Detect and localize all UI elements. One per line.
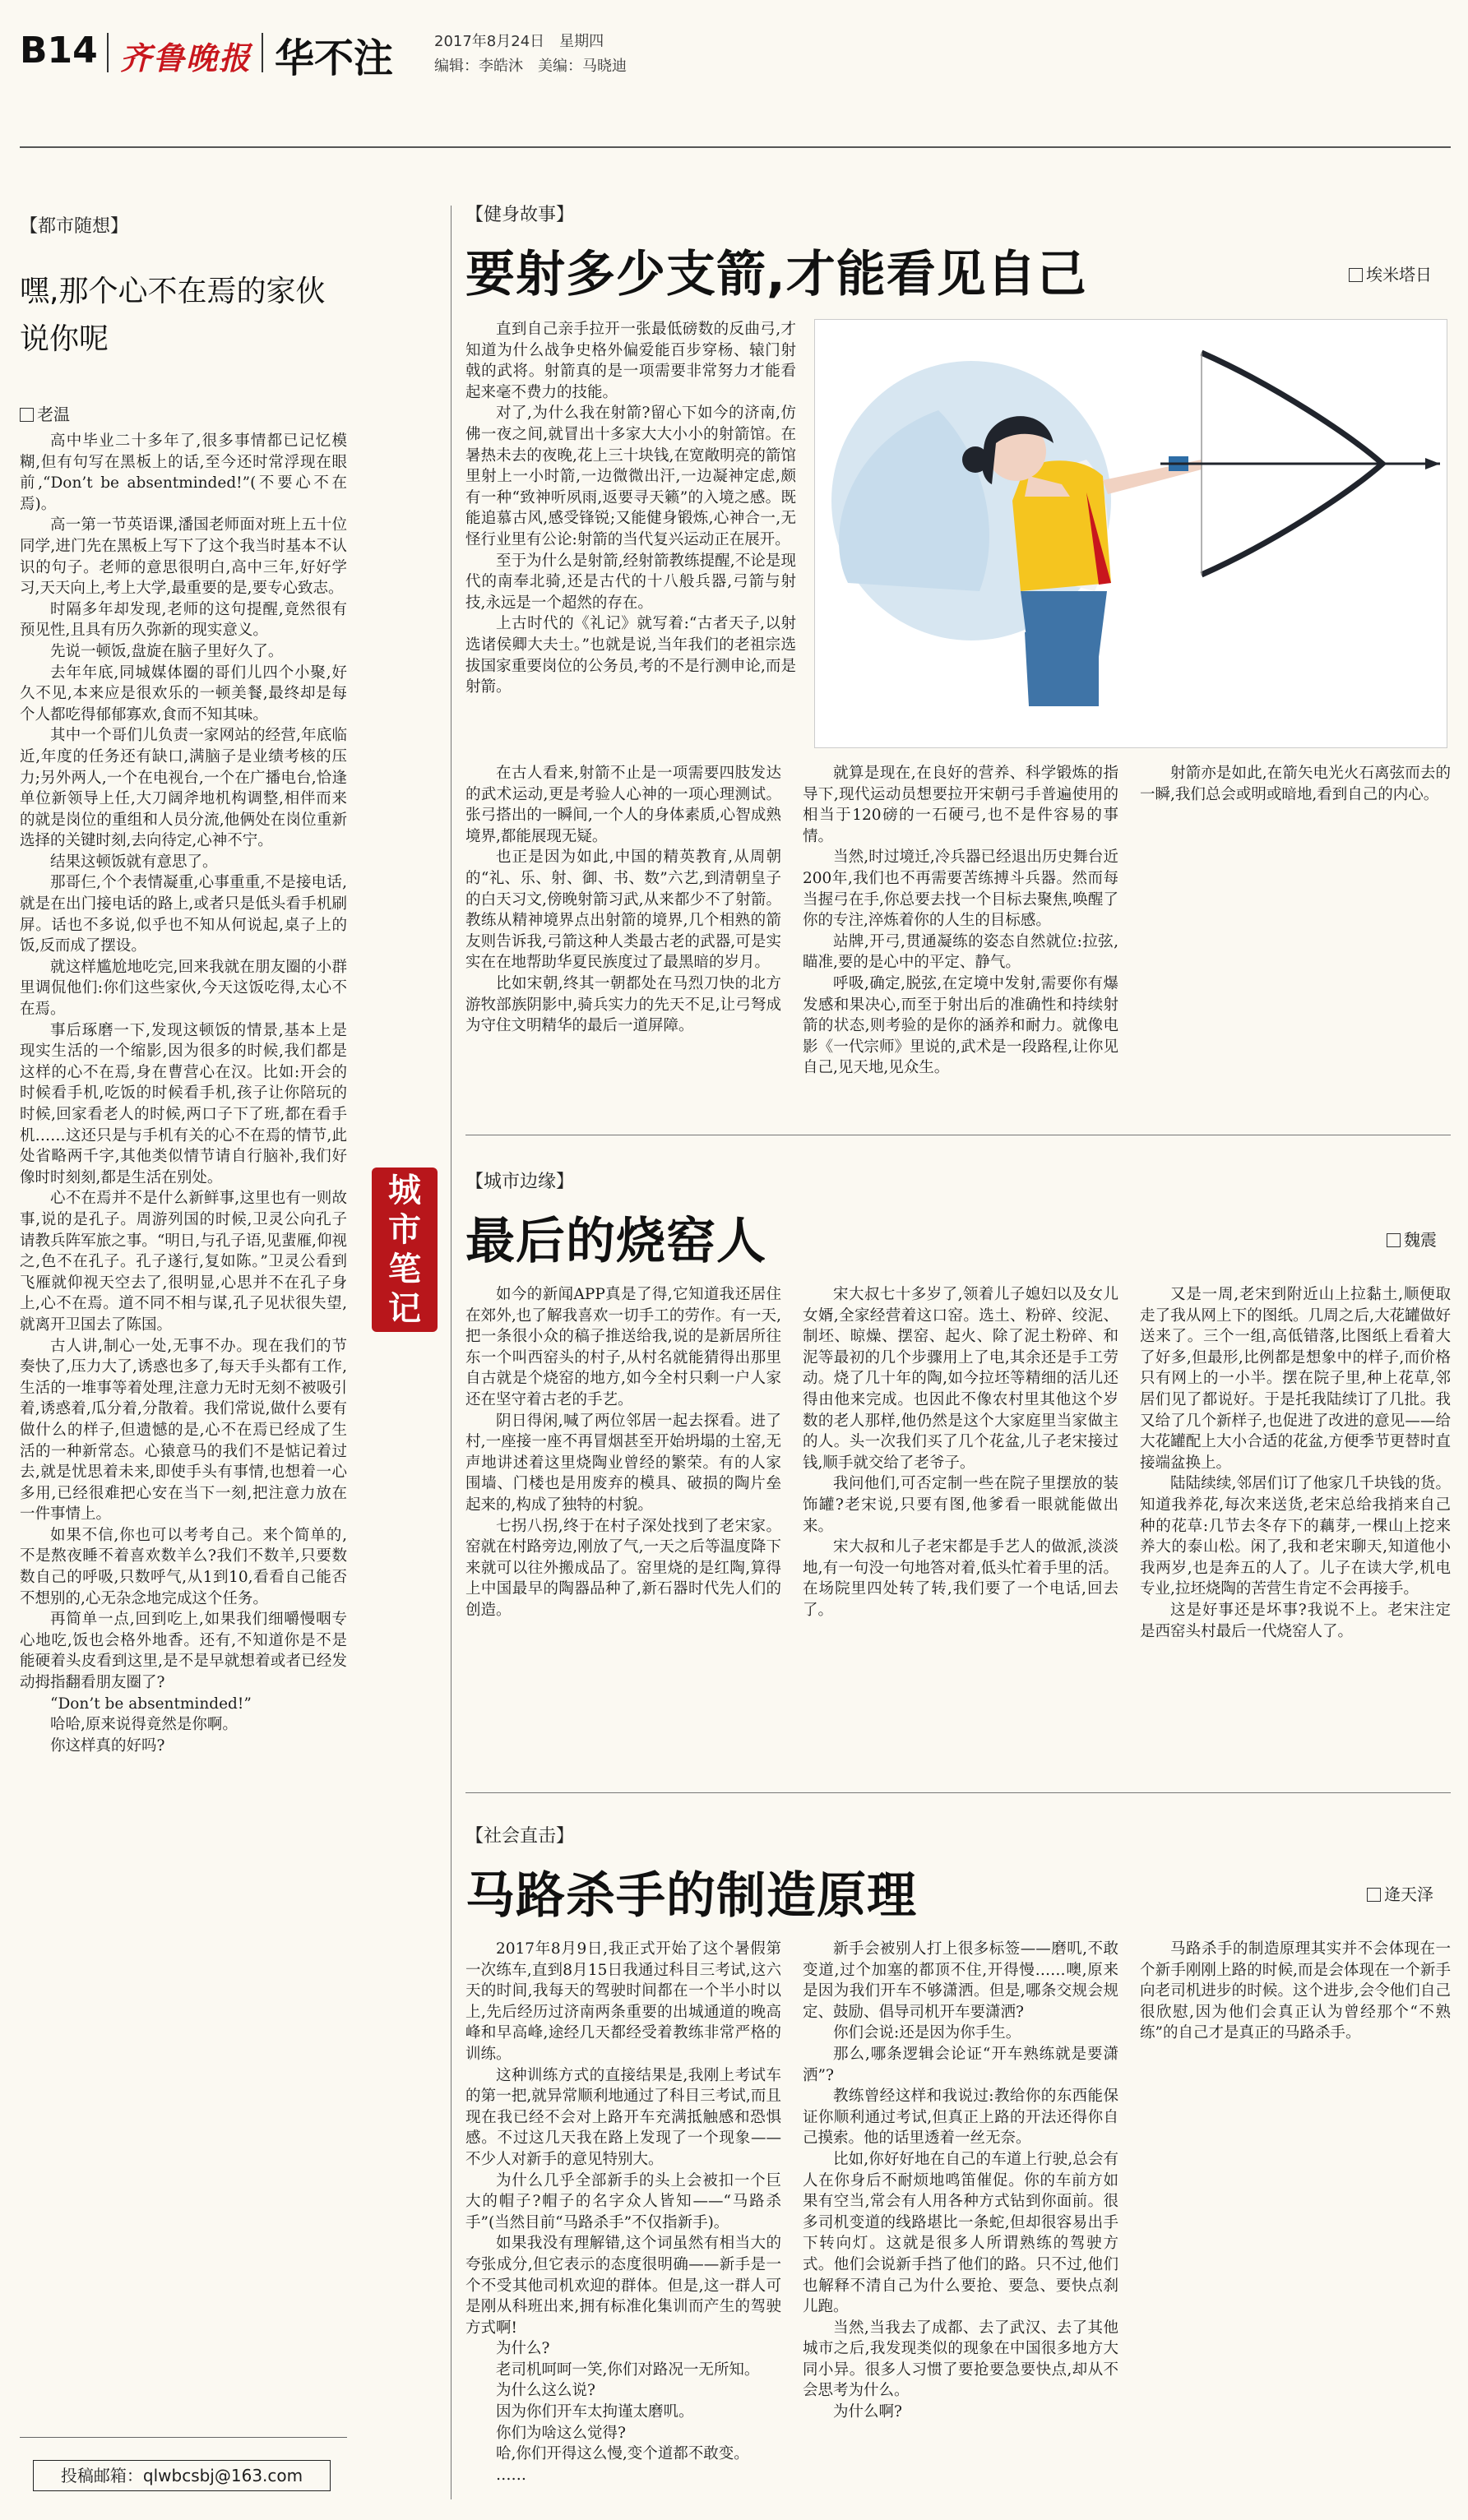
author-box-icon (1367, 1888, 1381, 1902)
section-tag: 【都市随想】 (20, 216, 129, 237)
paragraph: 事后琢磨一下,发现这顿饭的情景,基本上是现实生活的一个缩影,因为很多的时候,我们都是这样的心不在焉,身在曹营心在汉。比如:开会的时候看手机,吃饭的时候看手机,孩子让你陪玩的时候,回家看老人的时候,两口子下了班,都在看手机……这还只是与手机有关的心不在焉的情节,此处省略两千字,其他类似情节请自行脑补,我们好像时时刻刻,都是生活在别处。 (20, 1021, 347, 1186)
city-notes-label-char: 城 (388, 1171, 421, 1209)
paragraph: 古人讲,制心一处,无事不办。现在我们的节奏快了,压力大了,诱惑也多了,每天手头都有工作,生活的一堆事等着处理,注意力无时无刻不被吸引着,诱惑着,瓜分着,分散着。我们常说,做什么要有做什么的样子,但遗憾的是,心不在焉已经成了生活的一种新常态。心猿意马的我们不是惦记着过去,就是忧思着未来,即使手头有事情,也想着一心多用,已经很难把心安在当下一刻,把注意力放在一件事情上。 (20, 1337, 347, 1524)
city-notes-label-char: 笔 (388, 1250, 421, 1288)
paragraph: …… (496, 2466, 526, 2484)
paragraph: 因为你们开车太拘谨太磨叽。 (496, 2403, 694, 2421)
article-body (1140, 1284, 1451, 1776)
article-body (465, 1284, 781, 1776)
paragraph: 哈哈,原来说得竟然是你啊。 (50, 1716, 238, 1734)
paragraph: 上古时代的《礼记》就写着:“古者天子,以射选诸侯卿大夫士。”也就是说,当年我们的老祖宗选拔国家重要岗位的公务员,考的不是行测申论,而是射箭。 (465, 615, 796, 696)
paragraph: 比如,你好好地在自己的车道上行驶,总会有人在你身后不耐烦地鸣笛催促。你的车前方如果有空当,常会有人用各种方式钻到你面前。很多司机变道的线路堪比一条蛇,但却很容易出手下转向灯。这就是很多人所谓熟练的驾驶方式。他们会说新手挡了他们的路。只不过,他们也解释不清自己为什么要抢、要急、要快点刹儿跑。 (803, 2150, 1118, 2316)
paragraph: 你们为啥这么觉得? (496, 2424, 626, 2442)
paragraph: 就这样尴尬地吃完,回来我就在朋友圈的小群里调侃他们:你们这些家伙,今天这饭吃得,太心不在焉。 (20, 958, 347, 1019)
author-line (20, 401, 70, 425)
paragraph: 当然,当我去了成都、去了武汉、去了其他城市之后,我发现类似的现象在中国很多地方大同小异。很多人习惯了要抢要急要快点,却从不会思考为什么。 (803, 2319, 1118, 2400)
paragraph: 你们会说:还是因为你手生。 (833, 2024, 1021, 2042)
paragraph: 如果我没有理解错,这个词虽然有相当大的夸张成分,但它表示的态度很明确——新手是一个不受其他司机欢迎的群体。但是,这一群人可是刚从科班出来,拥有标准化集训而产生的驾驶方式啊! (465, 2235, 781, 2337)
paragraph: 你这样真的好吗? (50, 1736, 165, 1755)
city-notes-label-char: 市 (388, 1210, 421, 1249)
paragraph: 高中毕业二十多年了,很多事情都已记忆模糊,但有句写在黑板上的话,至今还时常浮现在眼前,“Don’t be absentminded!”(不要心不在焉)。 (20, 432, 347, 513)
paragraph: 那么,哪条逻辑会论证“开车熟练就是要潇洒”? (803, 2045, 1118, 2084)
article-headline: 马路杀手的制造原理 (465, 1867, 917, 1925)
paragraph: 哈,你们开得这么慢,变个道都不敢变。 (496, 2445, 749, 2463)
editors-line: 编辑：李皓沐 美编：马晓迪 (434, 58, 627, 75)
paragraph: 这是好事还是坏事?我说不上。老宋注定是西窑头村最后一代烧窑人了。 (1140, 1601, 1451, 1640)
paragraph: 至于为什么是射箭,经射箭教练提醒,不论是现代的南奉北骑,还是古代的十八般兵器,弓箭与射技,永远是一个超然的存在。 (465, 552, 796, 612)
paragraph: 为什么啊? (833, 2403, 902, 2421)
paragraph: 七拐八拐,终于在村子深处找到了老宋家。窑就在村路旁边,刚放了气,一天之后等温度降下来就可以往外搬成品了。窑里烧的是红陶,算得上中国最早的陶器品种了,新石器时代先人们的创造。 (465, 1517, 781, 1619)
paragraph: 这种训练方式的直接结果是,我刚上考试车的第一把,就异常顺利地通过了科目三考试,而且现在我已经不会对上路开车充满抵触感和恐惧感。不过这几天我在路上发现了一个现象——不少人对新手的意见特别大。 (465, 2066, 781, 2168)
paragraph: 阴日得闲,喊了两位邻居一起去探看。进了村,一座接一座不再冒烟甚至开始坍塌的土窑,无声地讲述着这里烧陶业曾经的繁荣。有的人家围墙、门楼也是用废弃的模具、破损的陶片垒起来的,构成了独特的村貌。 (465, 1412, 781, 1514)
contribute-email[interactable]: qlwbcsbj@163.com (142, 2466, 303, 2485)
paragraph: 当然,时过境迁,冷兵器已经退出历史舞台近200年,我们也不再需要苦练搏斗兵器。然而每当握弓在手,你总要去找一个目标去聚焦,唤醒了你的专注,淬炼着你的人生的目标感。 (803, 848, 1118, 930)
paragraph: 在古人看来,射箭不止是一项需要四肢发达的武术运动,更是考验人心神的一项心理测试。张弓搭出的一瞬间,一个人的身体素质,心智成熟境界,都能展现无疑。 (465, 765, 781, 845)
paragraph: 心不在焉并不是什么新鲜事,这里也有一则故事,说的是孔子。周游列国的时候,卫灵公向孔子请教兵阵军旅之事。“明日,与孔子语,见蜚雁,仰视之,色不在孔子。孔子遂行,复如陈。”卫灵公看到飞雁就仰视天空去了,很明显,心思并不在孔子身上,心不在焉。道不同不相与谋,孔子见状很失望,就离开卫国去了陈国。 (20, 1190, 347, 1334)
header-rule (20, 146, 1451, 148)
paragraph: “Don’t be absentminded!” (50, 1695, 252, 1713)
paragraph: 也正是因为如此,中国的精英教育,从周朝的“礼、乐、射、御、书、数”六艺,到清朝皇子的白天习文,傍晚射箭习武,从来都少不了射箭。教练从精神境界点出射箭的境界,几个相熟的箭友则告诉我,弓箭这种人类最古老的武器,可是实实在在地帮助华夏民族度过了最黑暗的岁月。 (465, 848, 781, 972)
paragraph: 为什么? (496, 2340, 550, 2358)
paragraph: 为什么这么说? (496, 2382, 595, 2400)
column-divider (451, 206, 452, 2499)
paragraph: 宋大叔和儿子老宋都是手艺人的做派,淡淡地,有一句没一句地答对着,低头忙着手里的活。在场院里四处转了转,我们要了一个电话,回去了。 (803, 1538, 1118, 1619)
contribute-rule (20, 2437, 347, 2438)
paragraph: 高一第一节英语课,潘国老师面对班上五十位同学,进门先在黑板上写下了这个我当时基本不认识的句子。老师的意思很明白,高中三年,好好学习,天天向上,考上大学,最重要的是,要专心致志。 (20, 516, 347, 598)
author-box-icon (1349, 268, 1363, 282)
paragraph: 如今的新闻APP真是了得,它知道我还居住在郊外,也了解我喜欢一切手工的劳作。有一天,把一条很小众的稿子推送给我,说的是新居所往东一个叫西窑头的村子,从村名就能猜得出那里自古就是个烧窑的地方,如今全村只剩一户人家还在坚守着古老的手艺。 (465, 1286, 781, 1408)
paragraph: 站牌,开弓,贯通凝练的姿态自然就位:拉弦,瞄准,要的是心中的平定、静气。 (803, 932, 1118, 972)
section-tag: 【城市边缘】 (465, 1172, 575, 1192)
article-body (803, 1939, 1118, 2498)
author-name: 魏震 (1404, 1230, 1437, 1250)
paragraph: 教练曾经这样和我说过:教给你的东西能保证你顺利通过考试,但真正上路的开法还得你自己摸索。他的话里透着一丝无奈。 (803, 2088, 1118, 2148)
article-body (1140, 1939, 1451, 2498)
paragraph: 就算是现在,在良好的营养、科学锻炼的指导下,现代运动员想要拉开宋朝弓手普遍使用的相当于120磅的一石硬弓,也不是件容易的事情。 (803, 765, 1118, 845)
author-line (1367, 1881, 1433, 1905)
author-name: 老温 (37, 405, 70, 424)
paragraph: 先说一顿饭,盘旋在脑子里好久了。 (50, 642, 284, 660)
author-name: 埃米塔日 (1366, 265, 1432, 284)
paragraph: 陆陆续续,邻居们订了他家几千块钱的货。知道我养花,每次来送货,老宋总给我捎来自己种的花草:几节去冬存下的藕芽,一棵山上挖来养大的泰山松。闲了,我和老宋聊天,知道他小我两岁,也是奔五的人了。儿子在读大学,机电专业,拉坯烧陶的苦营生肯定不会再接手。 (1140, 1475, 1451, 1598)
paragraph: 宋大叔七十多岁了,领着儿子媳妇以及女儿女婿,全家经营着这口窑。选土、粉碎、绞泥、制坯、晾燥、摆窑、起火、除了泥土粉碎、和泥等最初的几个步骤用上了电,其余还是手工劳动。烧了几十年的陶,如今拉坯等精细的活儿还得由他来完成。也因此不像农村里其他这个岁数的老人那样,他仍然是这个大家庭里当家做主的人。头一次我们买了几个花盆,儿子老宋接过钱,顺手就交给了老爷子。 (803, 1286, 1118, 1472)
city-notes-label (372, 1168, 438, 1332)
paragraph: 2017年8月9日,我正式开始了这个暑假第一次练车,直到8月15日我通过科目三考试,这六天的时间,我每天的驾驶时间都在一个半小时以上,先后经历过济南两条重要的出城通道的晚高峰和早高峰,途经几天都经受着教练非常严格的训练。 (465, 1940, 781, 2063)
paragraph: 去年年底,同城媒体圈的哥们儿四个小聚,好久不见,本来应是很欢乐的一顿美餐,最终却是每个人都吃得郁郁寡欢,食而不知其味。 (20, 664, 347, 724)
paragraph: 又是一周,老宋到附近山上拉黏土,顺便取走了我从网上下的图纸。几周之后,大花罐做好送来了。三个一组,高低错落,比图纸上看着大了好多,但最形,比例都是想象中的样子,而价格只有网上的一小半。摆在院子里,种上花草,邻居们见了都说好。于是托我陆续订了几批。我又给了几个新样子,也促进了改进的意见——给大花罐配上大小合适的花盆,方便季节更替时直接端盆换上。 (1140, 1286, 1451, 1472)
author-name: 逄天泽 (1384, 1884, 1433, 1904)
article-headline: 要射多少支箭,才能看见自己 (465, 246, 1087, 303)
section-tag: 【健身故事】 (465, 205, 575, 225)
section-title: 华不注 (275, 35, 394, 81)
header-divider (107, 33, 109, 72)
article-body (803, 1284, 1118, 1776)
header-divider (262, 33, 263, 72)
paragraph: 比如宋朝,终其一朝都处在马烈刀快的北方游牧部族阴影中,骑兵实力的先天不足,让弓弩成为守住文明精华的最后一道屏障。 (465, 974, 781, 1035)
page-number: B14 (20, 30, 98, 72)
paragraph: 直到自己亲手拉开一张最低磅数的反曲弓,才知道为什么战争史格外偏爱能百步穿杨、辕门射戟的武将。射箭真的是一项需要非常努力才能看起来毫不费力的技能。 (465, 321, 796, 401)
article-headline: 嘿,那个心不在焉的家伙说你呢 (20, 275, 326, 356)
city-notes-label-char: 记 (388, 1289, 421, 1328)
paragraph: 老司机呵呵一笑,你们对路况一无所知。 (496, 2360, 760, 2379)
paper-logo: 齐鲁晚报 (120, 39, 252, 76)
paragraph: 马路杀手的制造原理其实并不会体现在一个新手刚刚上路的时候,而是会体现在一个新手向老司机进步的时候。这个进步,会令他们自己很欣慰,因为他们会真正认为曾经那个“不熟练”的自己才是真正的马路杀手。 (1140, 1940, 1451, 2042)
paragraph: 我问他们,可否定制一些在院子里摆放的装饰罐?老宋说,只要有图,他爹看一眼就能做出来。 (803, 1475, 1118, 1535)
paragraph: 结果这顿饭就有意思了。 (50, 853, 218, 871)
article-headline: 最后的烧窑人 (465, 1213, 766, 1270)
article-divider (465, 1792, 1451, 1793)
author-box-icon (20, 408, 34, 422)
article-body (803, 763, 1118, 1100)
section-tag: 【社会直击】 (465, 1826, 575, 1847)
article-body (465, 319, 796, 740)
paragraph: 射箭亦是如此,在箭矢电光火石离弦而去的一瞬,我们总会或明或暗地,看到自己的内心。 (1140, 765, 1451, 803)
article-body (20, 431, 347, 2419)
article-body (465, 763, 781, 1100)
paragraph: 呼吸,确定,脱弦,在定境中发射,需要你有爆发感和果决心,而至于射出后的准确性和持续射箭的状态,则考验的是你的涵养和耐力。就像电影《一代宗师》里说的,武术是一段路程,让你见自己,见天地,见众生。 (803, 974, 1118, 1077)
paragraph: 再简单一点,回到吃上,如果我们细嚼慢咽专心地吃,饭也会格外地香。还有,不知道你是不是能硬着头皮看到这里,是不是早就想着或者已经发动拇指翻看朋友圈了? (20, 1611, 347, 1692)
article-body (465, 1939, 781, 2498)
contribute-label: 投稿邮箱： (60, 2466, 143, 2485)
paragraph: 时隔多年却发现,老师的这句提醒,竟然很有预见性,且具有历久弥新的现实意义。 (20, 600, 347, 640)
author-box-icon (1387, 1233, 1401, 1247)
paragraph: 为什么几乎全部新手的头上会被扣一个巨大的帽子?帽子的名字众人皆知——“马路杀手”(当然目前“马路杀手”不仅指新手)。 (465, 2171, 781, 2231)
paragraph: 新手会被别人打上很多标签——磨叽,不敢变道,过个加塞的都顶不住,开得慢……噢,原来是因为我们开车不够潇洒。但是,哪条交规会规定、鼓励、倡导司机开车要潇洒? (803, 1940, 1118, 2021)
issue-date: 2017年8月24日 星期四 (434, 33, 604, 50)
article-body (1140, 763, 1451, 1100)
paragraph: 如果不信,你也可以考考自己。来个简单的,不是熬夜睡不着喜欢数羊么?我们不数羊,只要数数自己的呼吸,只数呼气,从1到10,看看自己能否不想别的,心无杂念地完成这个任务。 (20, 1526, 347, 1607)
author-line (1349, 261, 1432, 285)
archer-illustration (814, 319, 1447, 748)
paragraph: 对了,为什么我在射箭?留心下如今的济南,仿佛一夜之间,就冒出十多家大大小小的射箭馆。在暑热未去的夜晚,花上三十块钱,在宽敞明亮的箭馆里射上一小时箭,一边微微出汗,一边凝神定虑,颇有一种“致神听夙雨,返要寻天籁”的入境之感。既能追慕古风,感受锋锐;又能健身锻炼,心神合一,无怪行业里有公论:射箭的当代复兴运动正在展开。 (465, 405, 796, 548)
paragraph: 那哥仨,个个表情凝重,心事重重,不是接电话,就是在出门接电话的路上,或者只是低头看手机刷屏。话也不多说,似乎也不知从何说起,桌子上的饭,反而成了摆设。 (20, 874, 347, 955)
paragraph: 其中一个哥们儿负责一家网站的经营,年底临近,年度的任务还有缺口,满脑子是业绩考核的压力;另外两人,一个在电视台,一个在广播电台,恰逢单位新领导上任,大刀阔斧地机构调整,相伴而来的就是岗位的重组和人员分流,他俩处在岗位重新选择的关键时刻,去向待定,心神不宁。 (20, 727, 347, 850)
author-line (1387, 1227, 1437, 1251)
contribute-box (33, 2460, 331, 2491)
